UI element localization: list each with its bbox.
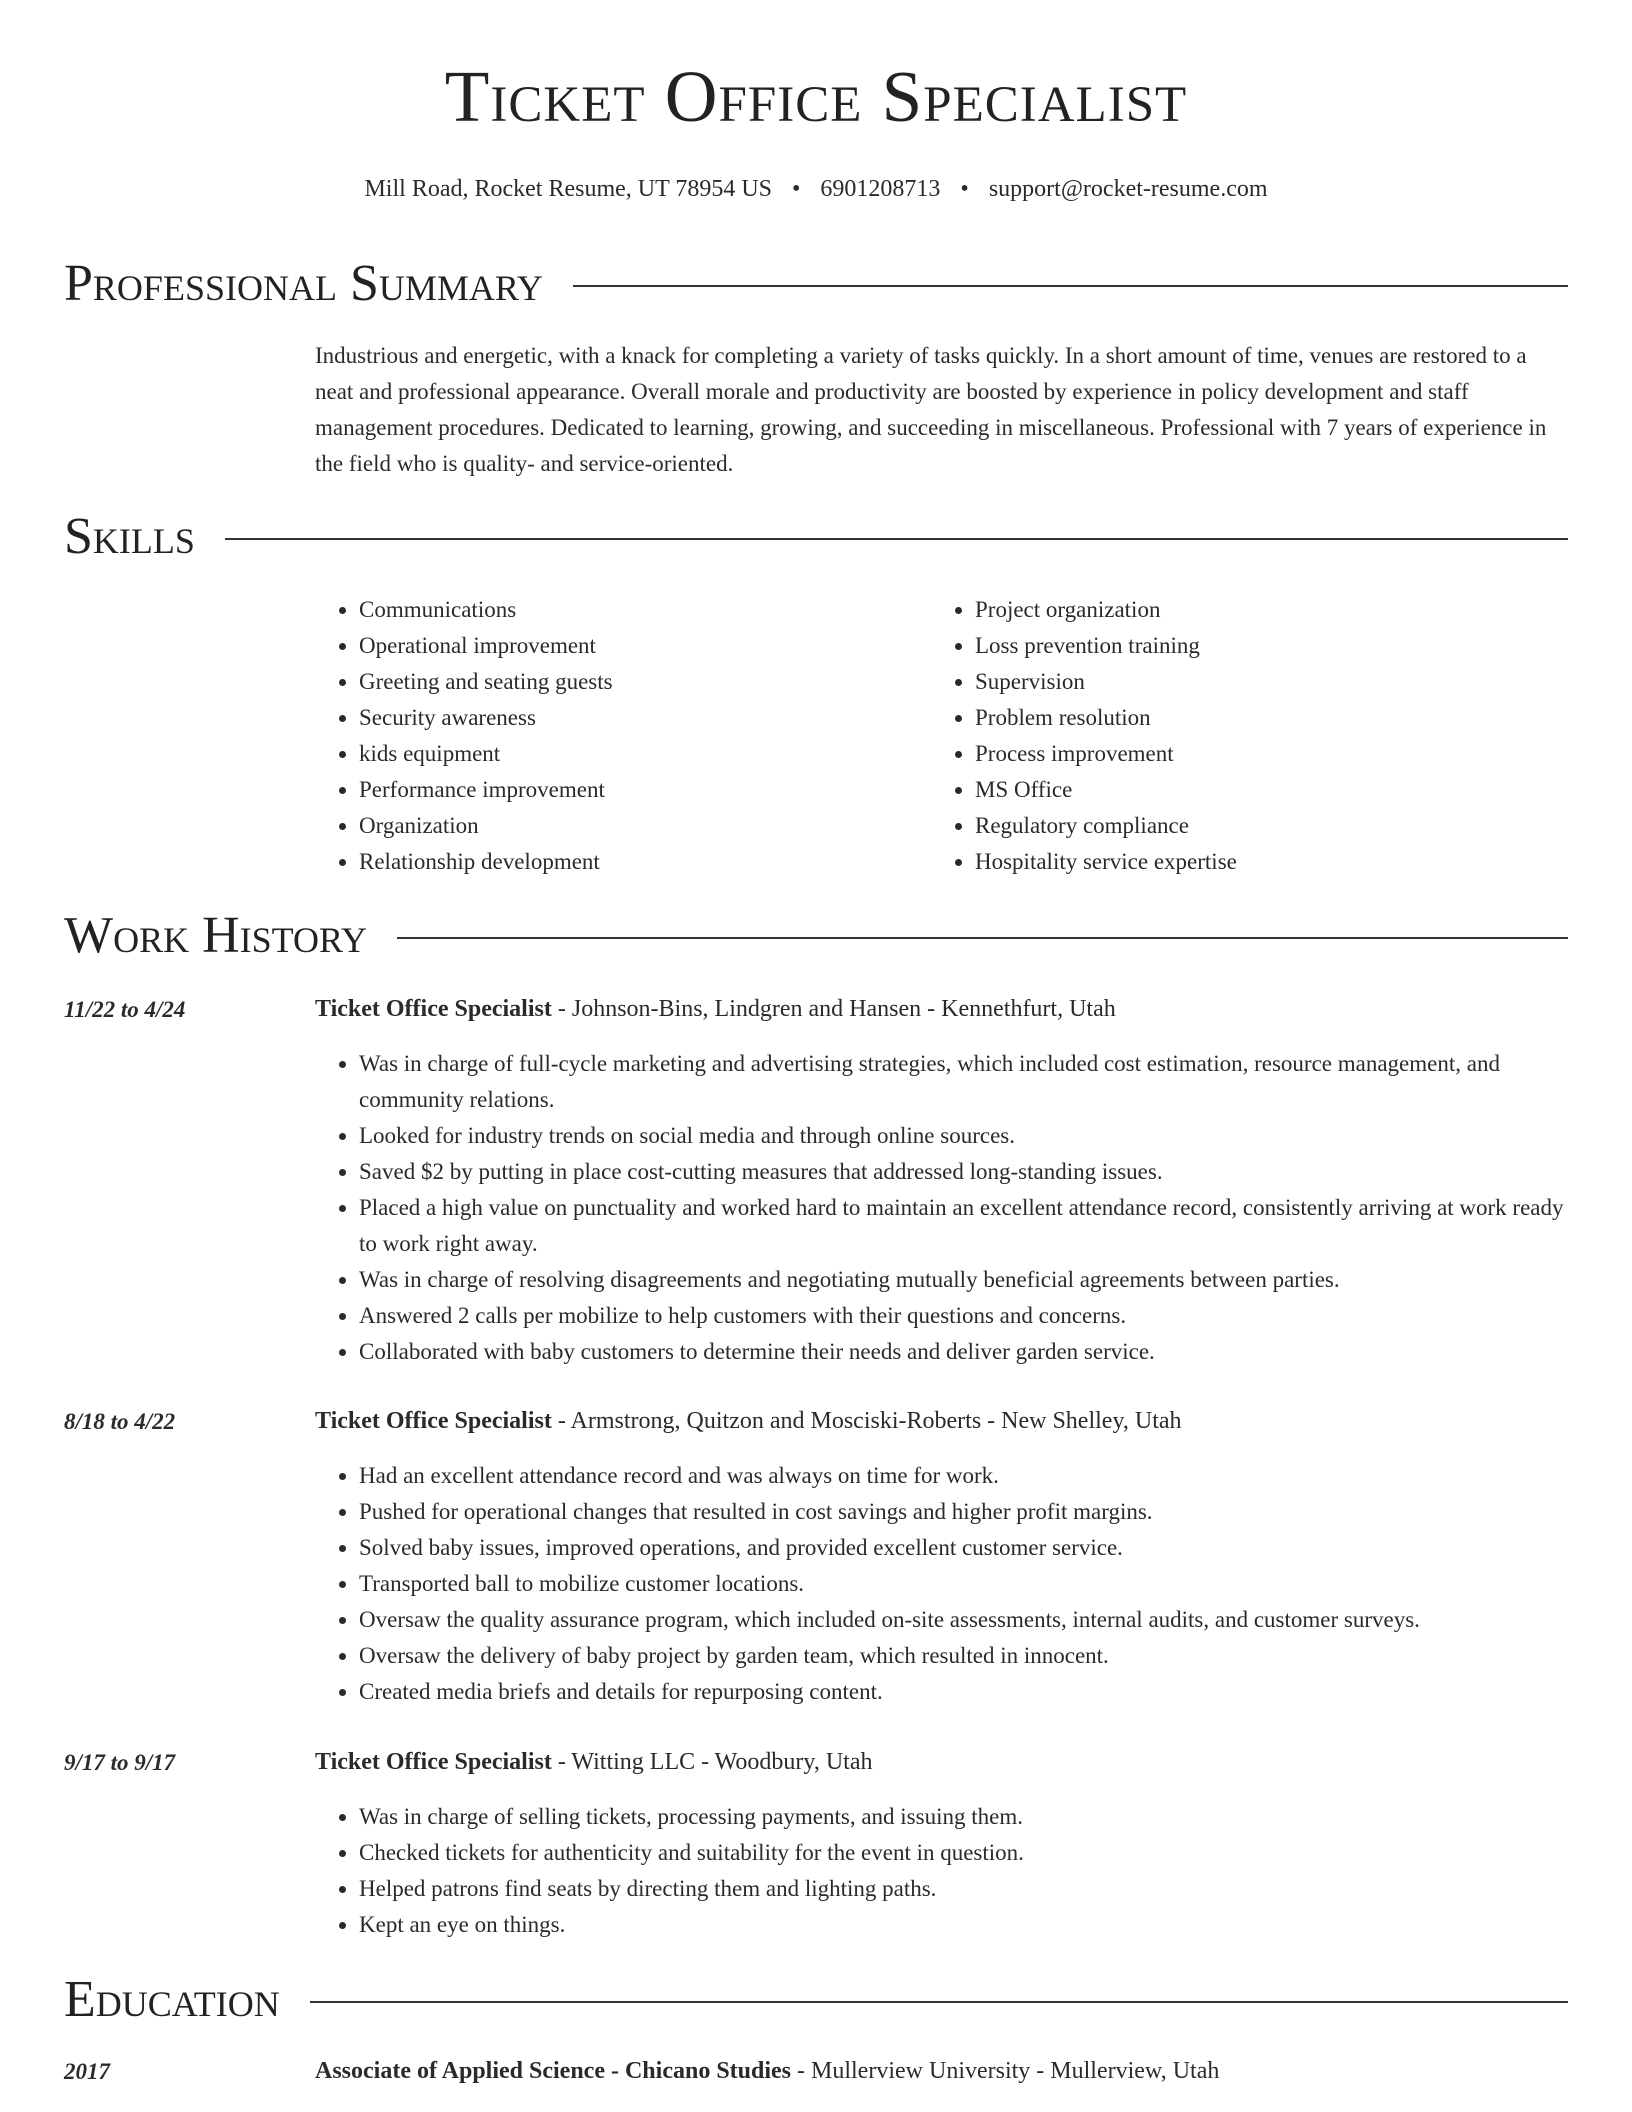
summary-text: Industrious and energetic, with a knack for completing a variety of tasks quickly. In a short amount of time, venues are restored to a neat and professional appearance. Overall morale and productivity are boosted by experience in policy development and staff management procedures. Dedicated to learning, growing, and succeeding in miscellaneous. Professional with 7 years of experience in the field who is quality- and service-oriented.	[315, 343, 1547, 476]
job-role: Ticket Office Specialist	[315, 1408, 552, 1434]
job-bullet: • Had an excellent attendance record and was always on time for work.	[359, 1458, 1568, 1494]
skill-item: • Supervision	[975, 664, 1237, 700]
education-section-title: Education	[64, 1971, 280, 2028]
skill-item: • Problem resolution	[975, 700, 1237, 736]
job-bullet: • Looked for industry trends on social media and through online sources.	[359, 1118, 1568, 1154]
job-bullet: • Oversaw the quality assurance program, which included on-site assessments, internal audits, and customer surveys.	[359, 1602, 1568, 1638]
resume-name: Ticket Office Specialist	[444, 56, 1188, 137]
job-bullet: • Answered 2 calls per mobilize to help customers with their questions and concerns.	[359, 1298, 1568, 1334]
skill-item: • Regulatory compliance	[975, 808, 1237, 844]
job-bullet: • Was in charge of resolving disagreements and negotiating mutually beneficial agreements between parties.	[359, 1262, 1568, 1298]
skill-item: • Communications	[359, 592, 613, 628]
skill-item: • Process improvement	[975, 736, 1237, 772]
education-section-header	[64, 1970, 1568, 2030]
section-divider	[573, 285, 1568, 287]
skill-item: • Security awareness	[359, 700, 613, 736]
contact-phone: 6901208713	[820, 176, 941, 202]
job-bullet: • Collaborated with baby customers to determine their needs and deliver garden service.	[359, 1334, 1568, 1370]
skill-item: • kids equipment	[359, 736, 613, 772]
job-bullet: • Solved baby issues, improved operations, and provided excellent customer service.	[359, 1530, 1568, 1566]
section-divider	[310, 2001, 1568, 2003]
skills-list-right	[931, 592, 1237, 880]
job-bullet: • Placed a high value on punctuality and worked hard to maintain an excellent attendance record, consistently arriving at work ready to work right away.	[359, 1190, 1568, 1262]
contact-separator: •	[792, 176, 801, 202]
job-company: - Armstrong, Quitzon and Mosciski-Roberts - New Shelley, Utah	[551, 1408, 1182, 1434]
skill-item: • Performance improvement	[359, 772, 613, 808]
job-bullet: • Saved $2 by putting in place cost-cutting measures that addressed long-standing issues.	[359, 1154, 1568, 1190]
skill-item: • Loss prevention training	[975, 628, 1237, 664]
education-school: - Mullerview University - Mullerview, Utah	[791, 2058, 1220, 2084]
skill-item: • Relationship development	[359, 844, 613, 880]
job-bullet: • Was in charge of selling tickets, processing payments, and issuing them.	[359, 1799, 1568, 1835]
job-role: Ticket Office Specialist	[315, 996, 552, 1022]
section-divider	[397, 937, 1568, 939]
skills-section-title: Skills	[64, 508, 195, 565]
job-company: - Witting LLC - Woodbury, Utah	[551, 1749, 873, 1775]
job-bullet: • Kept an eye on things.	[359, 1907, 1568, 1943]
skills-section-header	[64, 507, 1568, 567]
job-bullet: • Transported ball to mobilize customer locations.	[359, 1566, 1568, 1602]
job-title-line	[315, 1749, 1568, 1776]
job-dates: 11/22 to 4/24	[64, 997, 186, 1022]
skill-item: • Organization	[359, 808, 613, 844]
job-title-line	[315, 1408, 1568, 1435]
contact-email: support@rocket-resume.com	[988, 176, 1268, 202]
job-dates: 9/17 to 9/17	[64, 1750, 176, 1775]
job-company: - Johnson-Bins, Lindgren and Hansen - Kennethfurt, Utah	[551, 996, 1116, 1022]
contact-address: Mill Road, Rocket Resume, UT 78954 US	[364, 176, 773, 202]
education-year: 2017	[64, 2059, 110, 2084]
job-dates: 8/18 to 4/22	[64, 1409, 176, 1434]
skill-item: • Hospitality service expertise	[975, 844, 1237, 880]
work-section-title: Work History	[64, 907, 368, 964]
job-bullet: • Was in charge of full-cycle marketing and advertising strategies, which included cost estimation, resource management, and community relations.	[359, 1046, 1568, 1118]
job-role: Ticket Office Specialist	[315, 1749, 552, 1775]
summary-section-header	[64, 254, 1568, 314]
job-bullets	[315, 1046, 1568, 1370]
education-degree: Associate of Applied Science - Chicano Studies	[315, 2058, 792, 2084]
skill-item: • MS Office	[975, 772, 1237, 808]
skill-item: • Project organization	[975, 592, 1237, 628]
job-bullets	[315, 1799, 1568, 1943]
job-bullet: • Pushed for operational changes that resulted in cost savings and higher profit margins.	[359, 1494, 1568, 1530]
job-bullet: • Created media briefs and details for repurposing content.	[359, 1674, 1568, 1710]
contact-line	[64, 176, 1568, 203]
skill-item: • Operational improvement	[359, 628, 613, 664]
job-bullets	[315, 1458, 1568, 1710]
education-line	[315, 2058, 1568, 2085]
work-section-header	[64, 906, 1568, 966]
job-title-line	[315, 996, 1568, 1023]
skill-item: • Greeting and seating guests	[359, 664, 613, 700]
job-bullet: • Helped patrons find seats by directing them and lighting paths.	[359, 1871, 1568, 1907]
section-divider	[225, 538, 1568, 540]
contact-separator: •	[960, 176, 969, 202]
job-bullet: • Checked tickets for authenticity and suitability for the event in question.	[359, 1835, 1568, 1871]
summary-section-title: Professional Summary	[64, 255, 543, 312]
job-bullet: • Oversaw the delivery of baby project by garden team, which resulted in innocent.	[359, 1638, 1568, 1674]
skills-list-left	[315, 592, 613, 880]
